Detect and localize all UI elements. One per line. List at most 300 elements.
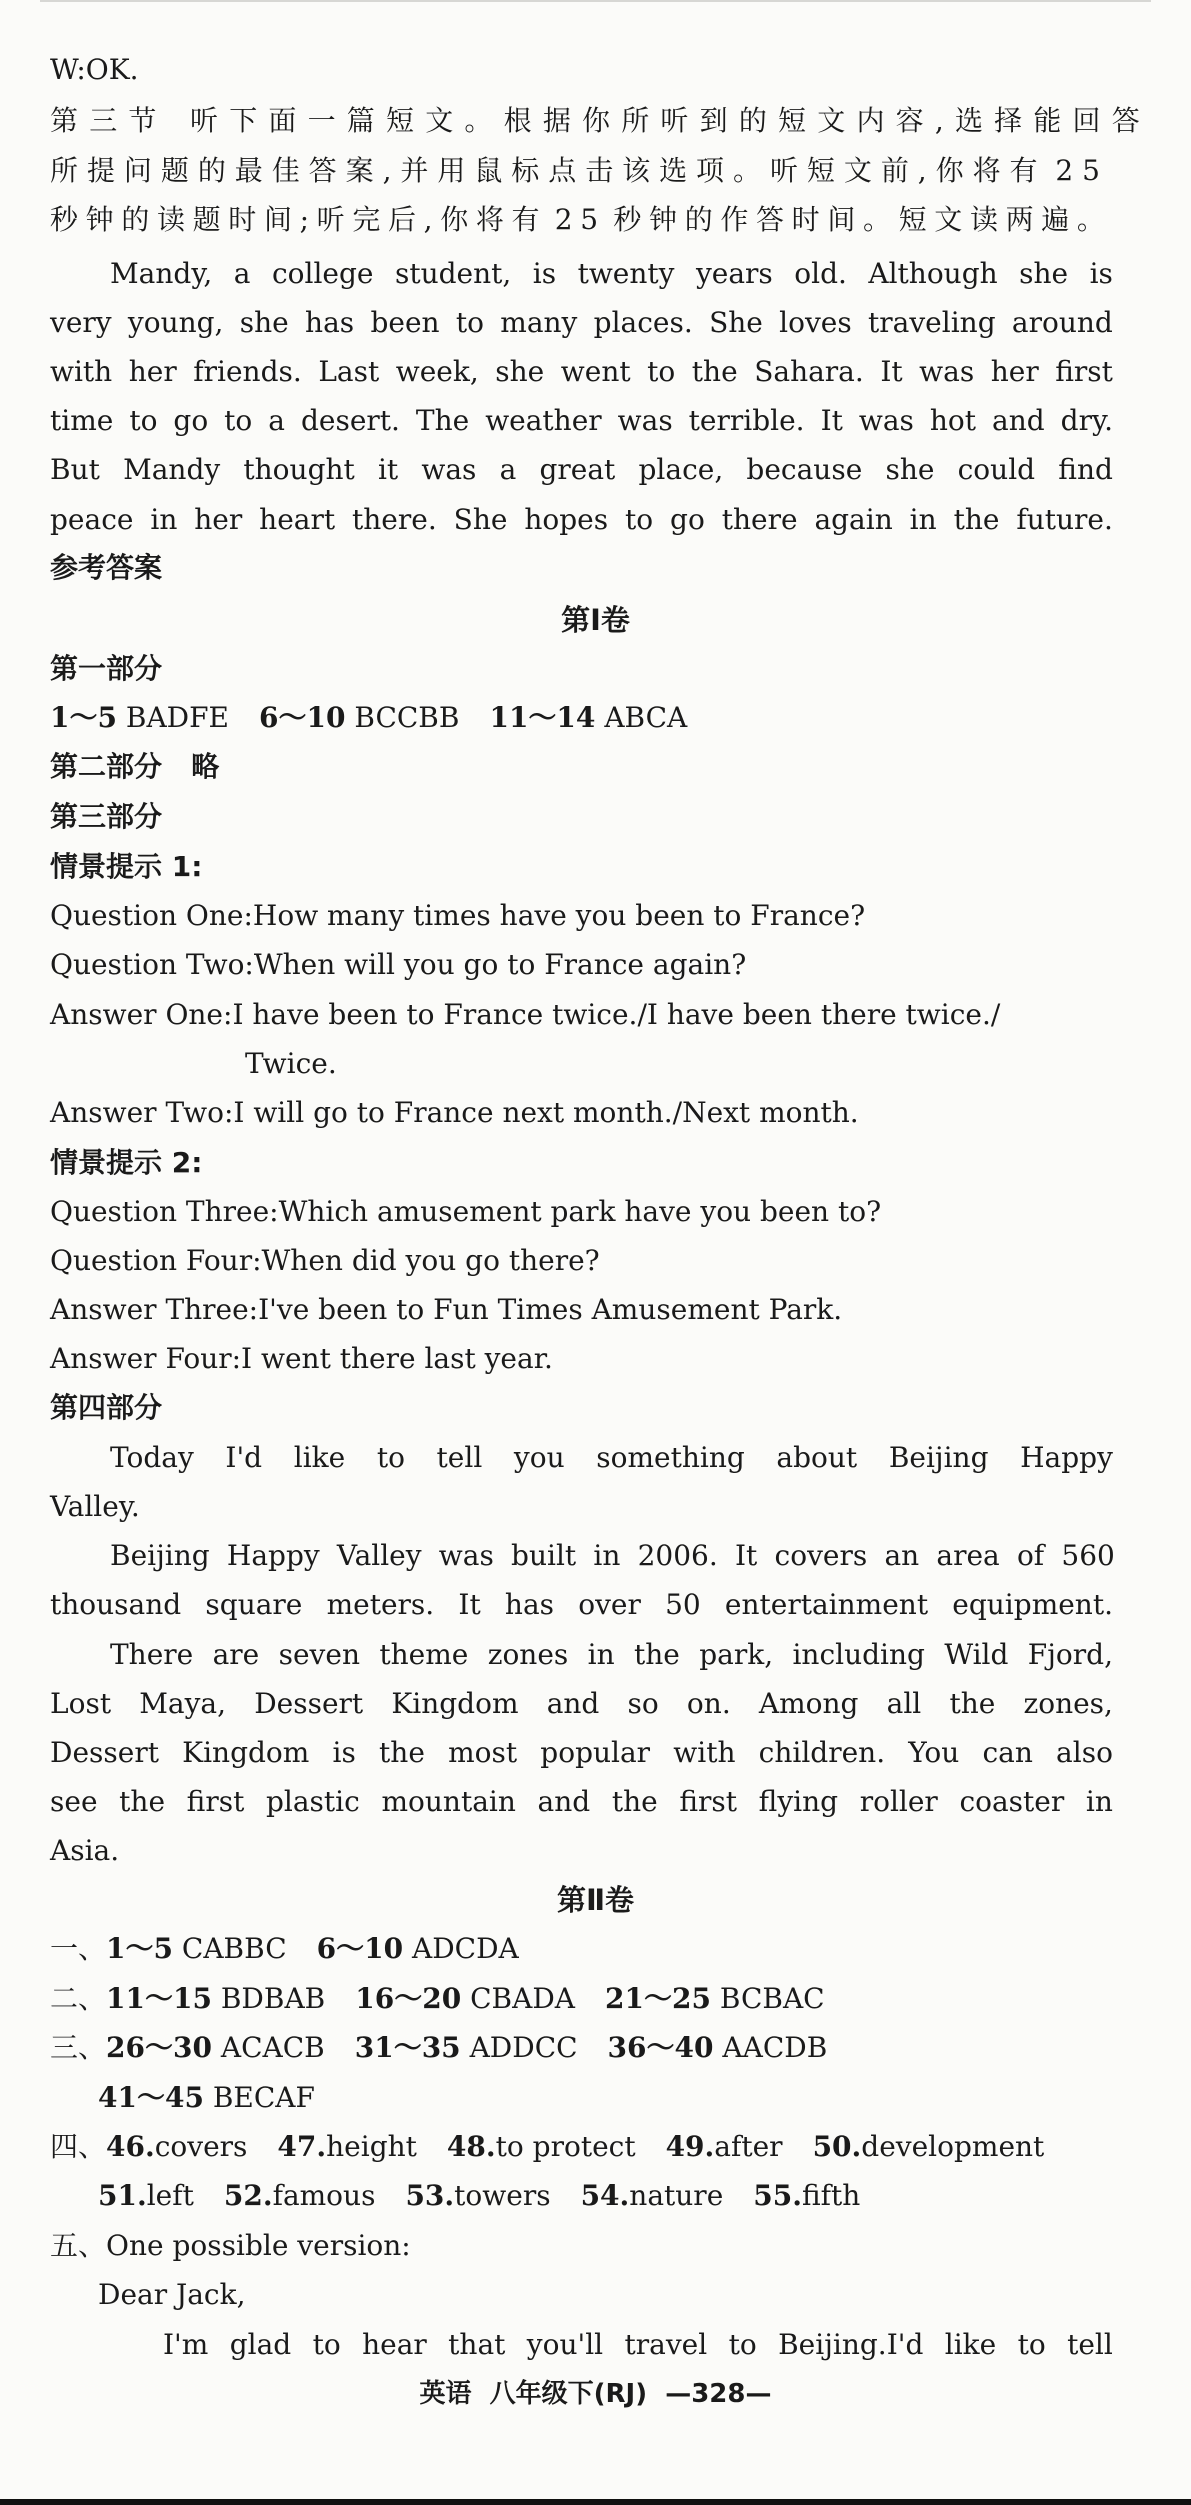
- word: There: [110, 1638, 194, 1671]
- part4-line-1: [110, 1440, 1113, 1476]
- word: 该: [622, 154, 651, 187]
- word: 短: [778, 104, 807, 137]
- answer-two: Answer Two:I will go to France next month./Next month.: [50, 1096, 859, 1129]
- word: 的: [121, 203, 150, 236]
- word: coaster: [959, 1785, 1065, 1818]
- word: travel: [624, 2328, 708, 2361]
- word: 作: [720, 203, 749, 236]
- word: 击: [585, 154, 614, 187]
- word: young,: [127, 306, 224, 339]
- word: was: [421, 453, 477, 486]
- word: hear: [362, 2328, 427, 2361]
- word: weather: [485, 404, 602, 437]
- part4-line-6: [50, 1686, 1113, 1722]
- word: the: [119, 1785, 166, 1818]
- word: could: [957, 453, 1036, 486]
- word: about: [776, 1441, 858, 1474]
- word: She: [709, 306, 763, 339]
- word: to: [129, 404, 158, 437]
- word: terrible.: [688, 404, 805, 437]
- word: 短: [386, 104, 415, 137]
- word: 时: [228, 203, 257, 236]
- word: 择: [994, 104, 1023, 137]
- volume-2-title: 第Ⅱ卷: [556, 1883, 635, 1917]
- word: to: [312, 2328, 341, 2361]
- word: 文: [843, 154, 872, 187]
- word: 50: [665, 1588, 701, 1621]
- top-border: [40, 0, 1151, 2]
- word: zones: [487, 1638, 569, 1671]
- word: 节: [128, 104, 157, 137]
- word: 短: [806, 154, 835, 187]
- word: 2006.: [637, 1539, 718, 1572]
- answer-four: Answer Four:I went there last year.: [50, 1342, 553, 1375]
- part4-line-2: Valley.: [50, 1490, 140, 1523]
- word: was: [858, 404, 914, 437]
- part4-line-5: [110, 1637, 1113, 1673]
- word: to: [376, 1441, 405, 1474]
- word: on.: [686, 1687, 731, 1720]
- word: Wild: [944, 1638, 1009, 1671]
- word: glad: [229, 2328, 292, 2361]
- word: and: [537, 1785, 591, 1818]
- word: a: [233, 257, 251, 290]
- word: is: [1089, 257, 1113, 290]
- word: 时: [791, 203, 820, 236]
- word: 完: [352, 203, 381, 236]
- word: also: [1056, 1736, 1113, 1769]
- part2-line: 第二部分 略: [50, 750, 220, 783]
- word: 短: [898, 203, 927, 236]
- word: 你: [935, 154, 964, 187]
- word: many: [500, 306, 578, 339]
- part1-title: 第一部分: [50, 652, 163, 685]
- word: 题: [160, 154, 189, 187]
- passage-line-4: [50, 403, 1113, 439]
- passage-line-2: [50, 305, 1113, 341]
- word: area: [936, 1539, 1000, 1572]
- word: zones,: [1023, 1687, 1113, 1720]
- question-one: Question One:How many times have you been to France?: [50, 899, 866, 932]
- word: ,: [934, 104, 944, 137]
- word: her: [194, 503, 243, 536]
- word: Among: [758, 1687, 859, 1720]
- part3-title: 第三部分: [50, 800, 163, 833]
- word: meters.: [326, 1588, 435, 1621]
- word: 文: [934, 203, 963, 236]
- word: 佳: [271, 154, 300, 187]
- word: her: [128, 355, 177, 388]
- word: see: [50, 1785, 98, 1818]
- letter-greeting: Dear Jack,: [98, 2278, 246, 2311]
- word: 2: [1055, 154, 1074, 187]
- word: Dessert: [254, 1687, 364, 1720]
- word: the: [611, 1785, 658, 1818]
- word: She: [453, 503, 508, 536]
- word: dry.: [1060, 404, 1113, 437]
- word: 间: [827, 203, 856, 236]
- word: like: [944, 2328, 997, 2361]
- word: Beijing: [888, 1441, 989, 1474]
- word: week,: [395, 355, 479, 388]
- word: loves: [779, 306, 852, 339]
- word: 。: [1076, 203, 1105, 236]
- word: there: [721, 503, 798, 536]
- word: 案: [345, 154, 374, 187]
- word: been: [370, 306, 440, 339]
- word: It: [820, 404, 843, 437]
- word: was: [919, 355, 975, 388]
- word: the: [379, 1736, 425, 1769]
- word: peace: [50, 503, 134, 536]
- word: first: [679, 1785, 738, 1818]
- question-three: Question Three:Which amusement park have you been to?: [50, 1195, 882, 1228]
- word: college: [271, 257, 374, 290]
- passage-line-5: [50, 452, 1113, 488]
- word: Fjord,: [1027, 1638, 1113, 1671]
- word: ;: [299, 203, 310, 236]
- word: 间: [263, 203, 292, 236]
- word: to: [625, 503, 654, 536]
- word: But: [50, 453, 100, 486]
- word: in: [909, 503, 937, 536]
- word: 前: [880, 154, 909, 187]
- word: 内: [856, 104, 885, 137]
- word: thousand: [50, 1588, 182, 1621]
- word: ,: [917, 154, 927, 187]
- section-4-answers: 四、46.covers 47.height 48.to protect 49.after 50.development: [50, 2130, 1045, 2163]
- scene-1-label: 情景提示 1:: [50, 850, 203, 883]
- word: 文: [425, 104, 454, 137]
- word: and: [546, 1687, 600, 1720]
- word: because: [746, 453, 863, 486]
- word: 钟: [649, 203, 678, 236]
- word: to: [224, 404, 253, 437]
- word: has: [504, 1588, 555, 1621]
- word: find: [1058, 453, 1113, 486]
- word: the: [634, 1638, 680, 1671]
- word: again: [814, 503, 893, 536]
- word: she: [239, 306, 289, 339]
- question-four: Question Four:When did you go there?: [50, 1244, 600, 1277]
- section-1-answers: 一、1～5 CABBC 6～10 ADCDA: [50, 1932, 519, 1965]
- word: Happy: [226, 1539, 320, 1572]
- word: 面: [268, 104, 297, 137]
- word: 听: [769, 154, 798, 187]
- word: first: [186, 1785, 245, 1818]
- answer-one: Answer One:I have been to France twice./I have been there twice./: [50, 998, 1001, 1031]
- word: 答: [308, 154, 337, 187]
- word: it: [377, 453, 399, 486]
- word: 能: [1033, 104, 1062, 137]
- word: so: [627, 1687, 659, 1720]
- word: ,: [423, 203, 433, 236]
- word: 容: [895, 104, 924, 137]
- word: Kingdom: [182, 1736, 310, 1769]
- word: her: [990, 355, 1039, 388]
- word: places.: [593, 306, 693, 339]
- passage-line-1: [110, 256, 1113, 292]
- word: 。: [733, 154, 762, 187]
- word: of: [1016, 1539, 1045, 1572]
- section-5-intro: 五、One possible version:: [50, 2229, 411, 2262]
- word: 听: [660, 104, 689, 137]
- word: great: [539, 453, 616, 486]
- word: 听: [189, 104, 218, 137]
- word: something: [596, 1441, 745, 1474]
- word: very: [50, 306, 112, 339]
- word: the: [953, 503, 1000, 536]
- word: she: [1019, 257, 1069, 290]
- part4-title: 第四部分: [50, 1391, 163, 1424]
- word: It: [458, 1588, 481, 1621]
- word: ,: [382, 154, 392, 187]
- word: heart: [259, 503, 336, 536]
- word: in: [150, 503, 178, 536]
- word: that: [448, 2328, 506, 2361]
- word: Last: [318, 355, 380, 388]
- word: 下: [229, 104, 258, 137]
- word: 有: [1009, 154, 1038, 187]
- word: flying: [758, 1785, 839, 1818]
- word: friends.: [193, 355, 302, 388]
- word: 2: [554, 203, 573, 236]
- word: 两: [1005, 203, 1034, 236]
- page-number: —328—: [665, 2379, 772, 2409]
- instruction-line-2: [50, 153, 1100, 189]
- word: 答: [756, 203, 785, 236]
- word: 答: [1111, 104, 1140, 137]
- word: square: [205, 1588, 303, 1621]
- word: hot: [929, 404, 977, 437]
- word: tell: [1067, 2328, 1113, 2361]
- section-4-answers-cont: 51.left 52.famous 53.towers 54.nature 55.fifth: [98, 2179, 861, 2212]
- word: 有: [511, 203, 540, 236]
- page-footer: [0, 2376, 1191, 2412]
- word: go: [670, 503, 705, 536]
- word: 你: [440, 203, 469, 236]
- word: Beijing.I'd: [778, 2328, 924, 2361]
- word: tell: [436, 1441, 483, 1474]
- word: Today: [110, 1441, 194, 1474]
- word: Happy: [1020, 1441, 1113, 1474]
- part1-answers: 1～5 BADFE 6～10 BCCBB 11～14 ABCA: [50, 701, 688, 734]
- word: 最: [234, 154, 263, 187]
- section-3-answers: 三、26～30 ACACB 31～35 ADDCC 36～40 AACDB: [50, 2031, 828, 2064]
- word: 用: [437, 154, 466, 187]
- word: 560: [1061, 1539, 1115, 1572]
- word: to: [455, 306, 484, 339]
- word: in: [1085, 1785, 1113, 1818]
- word: children.: [758, 1736, 886, 1769]
- word: she: [495, 355, 545, 388]
- part4-line-3: [110, 1538, 1115, 1574]
- word: and: [992, 404, 1045, 437]
- word: to: [647, 355, 676, 388]
- word: with: [673, 1736, 736, 1769]
- word: The: [415, 404, 470, 437]
- word: you'll: [526, 2328, 604, 2361]
- word: seven: [278, 1638, 360, 1671]
- word: popular: [540, 1736, 651, 1769]
- word: 回: [1072, 104, 1101, 137]
- word: went: [560, 355, 631, 388]
- word: 钟: [85, 203, 114, 236]
- word: has: [305, 306, 355, 339]
- word: 篇: [346, 104, 375, 137]
- word: go: [173, 404, 209, 437]
- word: Mandy,: [110, 257, 213, 290]
- word: park,: [699, 1638, 774, 1671]
- word: 的: [197, 154, 226, 187]
- word: 你: [582, 104, 611, 137]
- section-2-answers: 二、11～15 BDBAB 16～20 CBADA 21～25 BCBAC: [50, 1982, 825, 2015]
- word: you: [513, 1441, 565, 1474]
- word: an: [884, 1539, 920, 1572]
- word: hopes: [524, 503, 609, 536]
- answers-heading: 参考答案: [50, 551, 163, 584]
- word: student,: [394, 257, 512, 290]
- word: Dessert: [50, 1736, 159, 1769]
- word: theme: [379, 1638, 469, 1671]
- answer-one-cont: Twice.: [245, 1047, 337, 1080]
- word: is: [532, 257, 557, 290]
- word: time: [50, 404, 114, 437]
- word: equipment.: [952, 1588, 1113, 1621]
- section-3-answers-cont: 41～45 BECAF: [98, 2081, 315, 2114]
- word: 的: [738, 104, 767, 137]
- word: 。: [862, 203, 891, 236]
- word: It: [880, 355, 903, 388]
- volume-1-title: 第Ⅰ卷: [561, 603, 630, 637]
- word: 秒: [613, 203, 642, 236]
- word: 项: [696, 154, 725, 187]
- answer-three: Answer Three:I've been to Fun Times Amusement Park.: [50, 1293, 843, 1326]
- word: Kingdom: [391, 1687, 519, 1720]
- word: she: [885, 453, 935, 486]
- word: 读: [969, 203, 998, 236]
- word: there.: [352, 503, 437, 536]
- word: 秒: [50, 203, 79, 236]
- word: can: [982, 1736, 1033, 1769]
- word: 第: [50, 104, 79, 137]
- word: 题: [192, 203, 221, 236]
- word: 读: [156, 203, 185, 236]
- word: Beijing: [110, 1539, 210, 1572]
- word: 根: [503, 104, 532, 137]
- word: including: [792, 1638, 925, 1671]
- word: place,: [638, 453, 724, 486]
- word: are: [212, 1638, 260, 1671]
- word: Maya,: [139, 1687, 227, 1720]
- word: You: [908, 1736, 960, 1769]
- word: 听: [316, 203, 345, 236]
- word: is: [332, 1736, 356, 1769]
- footer-grade: 八年级下(RJ): [489, 2379, 648, 2409]
- word: 提: [86, 154, 115, 187]
- footer-subject: 英语: [419, 2379, 472, 2409]
- word: 标: [511, 154, 540, 187]
- word: around: [1011, 306, 1113, 339]
- word: 所: [50, 154, 79, 187]
- word: in: [593, 1539, 621, 1572]
- word: 将: [972, 154, 1001, 187]
- word: covers: [774, 1539, 868, 1572]
- word: was: [438, 1539, 494, 1572]
- word: future.: [1016, 503, 1113, 536]
- word: 文: [817, 104, 846, 137]
- word: to: [728, 2328, 757, 2361]
- word: 三: [89, 104, 118, 137]
- word: most: [448, 1736, 518, 1769]
- word: a: [268, 404, 285, 437]
- word: 所: [621, 104, 650, 137]
- word: 5: [1082, 154, 1100, 187]
- word: with: [50, 355, 113, 388]
- passage-line-3: [50, 354, 1113, 390]
- word: Mandy: [123, 453, 221, 486]
- part4-line-7: [50, 1735, 1113, 1771]
- word: entertainment: [724, 1588, 929, 1621]
- word: 到: [699, 104, 728, 137]
- word: mountain: [381, 1785, 516, 1818]
- word: was: [617, 404, 673, 437]
- word: 的: [684, 203, 713, 236]
- word: twenty: [577, 257, 675, 290]
- word: years: [695, 257, 773, 290]
- word: old.: [794, 257, 847, 290]
- part4-line-8: [50, 1784, 1113, 1820]
- word: 并: [400, 154, 429, 187]
- word: Valley: [336, 1539, 422, 1572]
- scene-2-label: 情景提示 2:: [50, 1146, 203, 1179]
- instruction-line-3: [50, 202, 1105, 238]
- question-two: Question Two:When will you go to France again?: [50, 948, 747, 981]
- instruction-line-1: [50, 103, 1140, 139]
- word: roller: [859, 1785, 938, 1818]
- passage-line-6: [50, 502, 1113, 538]
- word: built: [511, 1539, 577, 1572]
- word: Sahara.: [754, 355, 864, 388]
- letter-line-1: [163, 2327, 1113, 2363]
- word: 一: [307, 104, 336, 137]
- word: plastic: [265, 1785, 360, 1818]
- word: 据: [542, 104, 571, 137]
- word: 将: [475, 203, 504, 236]
- word: 问: [123, 154, 152, 187]
- word: I'd: [225, 1441, 263, 1474]
- word: Lost: [50, 1687, 112, 1720]
- word: thought: [243, 453, 355, 486]
- word: the: [949, 1687, 996, 1720]
- word: all: [886, 1687, 922, 1720]
- bottom-rule: [0, 2499, 1191, 2505]
- dialog-end: W:OK.: [50, 53, 139, 86]
- word: the: [691, 355, 738, 388]
- part4-line-9: Asia.: [50, 1834, 120, 1867]
- part4-line-4: [50, 1587, 1113, 1623]
- word: first: [1055, 355, 1113, 388]
- word: 选: [954, 104, 983, 137]
- word: 鼠: [474, 154, 503, 187]
- word: Although: [868, 257, 998, 290]
- word: desert.: [300, 404, 400, 437]
- word: traveling: [868, 306, 996, 339]
- word: 。: [464, 104, 493, 137]
- word: 选: [659, 154, 688, 187]
- word: over: [578, 1588, 641, 1621]
- word: in: [587, 1638, 615, 1671]
